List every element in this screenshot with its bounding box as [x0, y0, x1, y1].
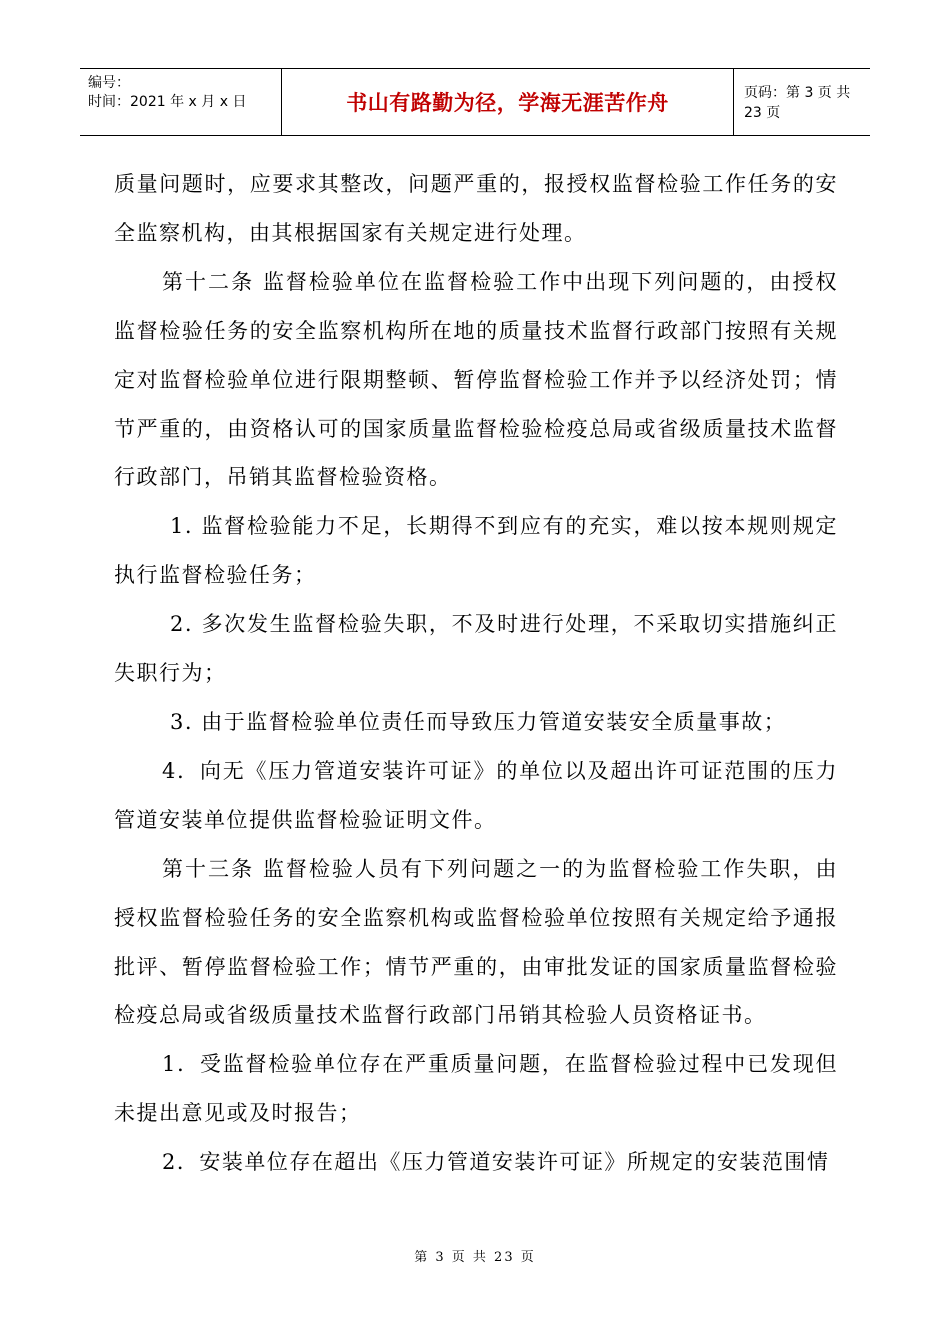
paragraph-article-13-item-2: 2．安装单位存在超出《压力管道安装许可证》所规定的安装范围情 [162, 1150, 830, 1175]
paragraph-continuation: 质量问题时，应要求其整改，问题严重的，报授权监督检验工作任务的安全监察机构，由其根据国家有关规定进行处理。 [114, 172, 838, 245]
header-time-label: 时间：2021 年 x 月 x 日 [88, 94, 247, 110]
page-footer: 第 3 页 共 23 页 [414, 1250, 536, 1265]
page-header [80, 68, 870, 136]
paragraph-article-13: 第十三条 监督检验人员有下列问题之一的为监督检验工作失职，由授权监督检验任务的安全监察机构或监督检验单位按照有关规定给予通报批评、暂停监督检验工作；情节严重的，由审批发证的国家质量监督检验检疫总局或省级质量技术监督行政部门吊销其检验人员资格证书。 [114, 856, 838, 1028]
paragraph-item-3: 3. 由于监督检验单位责任而导致压力管道安装安全质量事故； [170, 709, 787, 734]
header-meta [80, 69, 282, 135]
paragraph-item-4: 4．向无《压力管道安装许可证》的单位以及超出许可证范围的压力管道安装单位提供监督检验证明文件。 [114, 758, 838, 832]
paragraph-article-12: 第十二条 监督检验单位在监督检验工作中出现下列问题的，由授权监督检验任务的安全监察机构所在地的质量技术监督行政部门按照有关规定对监督检验单位进行限期整顿、暂停监督检验工作并予以经济处罚；情节严重的，由资格认可的国家质量监督检验检疫总局或省级质量技术监督行政部门，吊销其监督检验资格。 [114, 269, 838, 490]
header-page-info: 页码：第 3 页 共 23 页 [744, 85, 851, 121]
header-motto: 书山有路勤为径，学海无涯苦作舟 [282, 69, 734, 135]
paragraph-article-13-item-1: 1．受监督检验单位存在严重质量问题，在监督检验过程中已发现但未提出意见或及时报告； [114, 1052, 838, 1126]
document-body [114, 160, 838, 1187]
paragraph-item-2: 2. 多次发生监督检验失职，不及时进行处理，不采取切实措施纠正失职行为； [114, 612, 838, 686]
paragraph-item-1: 1. 监督检验能力不足，长期得不到应有的充实，难以按本规则规定执行监督检验任务； [114, 514, 838, 588]
header-number-label: 编号： [88, 75, 130, 91]
